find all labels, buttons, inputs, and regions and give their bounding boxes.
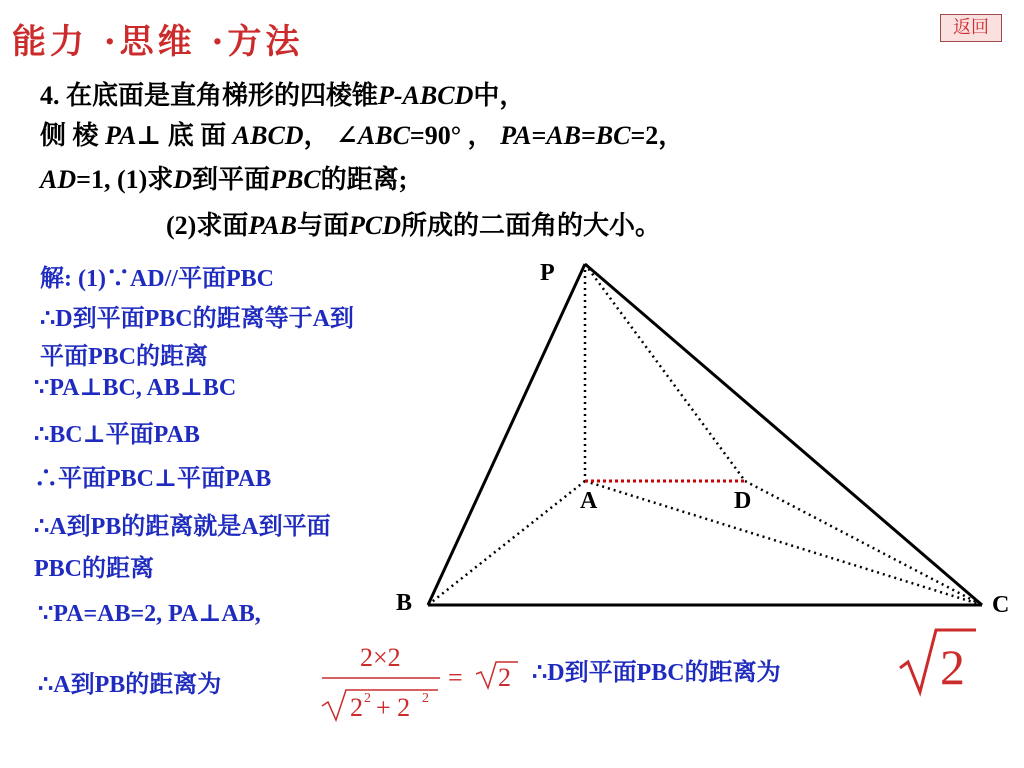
solution-step-9: ∵PA=AB=2, PA⊥AB,: [38, 601, 261, 627]
problem-var: AD: [40, 165, 77, 194]
solution-step-5: ∴BC⊥平面PAB: [34, 422, 200, 448]
formula-numerator: 2×2: [360, 643, 401, 672]
solution-step-4: ∵PA⊥BC, AB⊥BC: [34, 375, 237, 401]
problem-var: D: [173, 165, 193, 194]
vertex-label-B: B: [396, 590, 413, 616]
vertex-label-A: A: [580, 488, 598, 514]
problem-var: PCD: [348, 211, 401, 240]
problem-var: PA=AB=BC: [500, 121, 631, 150]
problem-text: 在底面是直角梯形的四棱锥: [66, 81, 379, 110]
problem-text: =2，: [630, 121, 685, 150]
edge-PD: [585, 264, 745, 481]
solution-step-10: ∴A到PB的距离为: [38, 672, 222, 698]
formula-equals: =: [448, 663, 463, 692]
problem-var: P-ABCD: [378, 81, 474, 110]
solution-step-3: 平面PBC的距离: [40, 344, 208, 370]
vertex-label-C: C: [992, 592, 1010, 618]
formula-den-plus: + 2: [376, 693, 411, 722]
problem-number: 4.: [40, 81, 60, 110]
problem-var: PBC: [270, 165, 321, 194]
problem-text: (2)求面: [166, 211, 249, 240]
solution-step-8: PBC的距离: [34, 556, 154, 582]
edge-PB: [428, 264, 585, 605]
edge-PC: [585, 264, 982, 605]
problem-text: 侧 棱: [40, 121, 99, 150]
problem-text: =1, (1)求: [76, 165, 174, 194]
formula-den-exp: 2: [364, 691, 371, 706]
formula-den-base: 2: [350, 693, 363, 722]
formula-result: 2: [498, 663, 511, 692]
solution-step-1: 解: (1)∵AD//平面PBC: [40, 266, 274, 292]
solution-conclusion: ∴D到平面PBC的距离为: [532, 660, 781, 686]
edge-AB: [428, 481, 585, 605]
page-title: 能力 ·思维 ·方法: [12, 22, 304, 62]
problem-var: ABCD: [232, 121, 304, 150]
vertex-label-P: P: [540, 260, 555, 286]
solution-step-2: ∴D到平面PBC的距离等于A到: [40, 306, 354, 332]
problem-text: 所成的二面角的大小。: [400, 211, 661, 240]
problem-var: PA: [105, 121, 137, 150]
vertex-label-D: D: [734, 488, 752, 514]
solution-step-6: ∴平面PBC⊥平面PAB: [34, 466, 272, 492]
back-button[interactable]: 返回: [940, 14, 1002, 42]
problem-text: ， ∠: [303, 121, 358, 150]
problem-text: 的距离;: [320, 165, 408, 194]
formula-den-exp: 2: [422, 691, 429, 706]
problem-text: 到平面: [192, 165, 271, 194]
problem-var: PAB: [248, 211, 297, 240]
final-answer-value: 2: [940, 639, 965, 695]
problem-text: =90° ，: [409, 121, 494, 150]
problem-text: ⊥ 底 面: [136, 121, 227, 150]
solution-step-7: ∴A到PB的距离就是A到平面: [34, 514, 331, 540]
problem-text: 中，: [473, 81, 526, 110]
problem-var: ABC: [357, 121, 410, 150]
problem-text: 与面: [296, 211, 349, 240]
edge-AC: [585, 481, 982, 605]
